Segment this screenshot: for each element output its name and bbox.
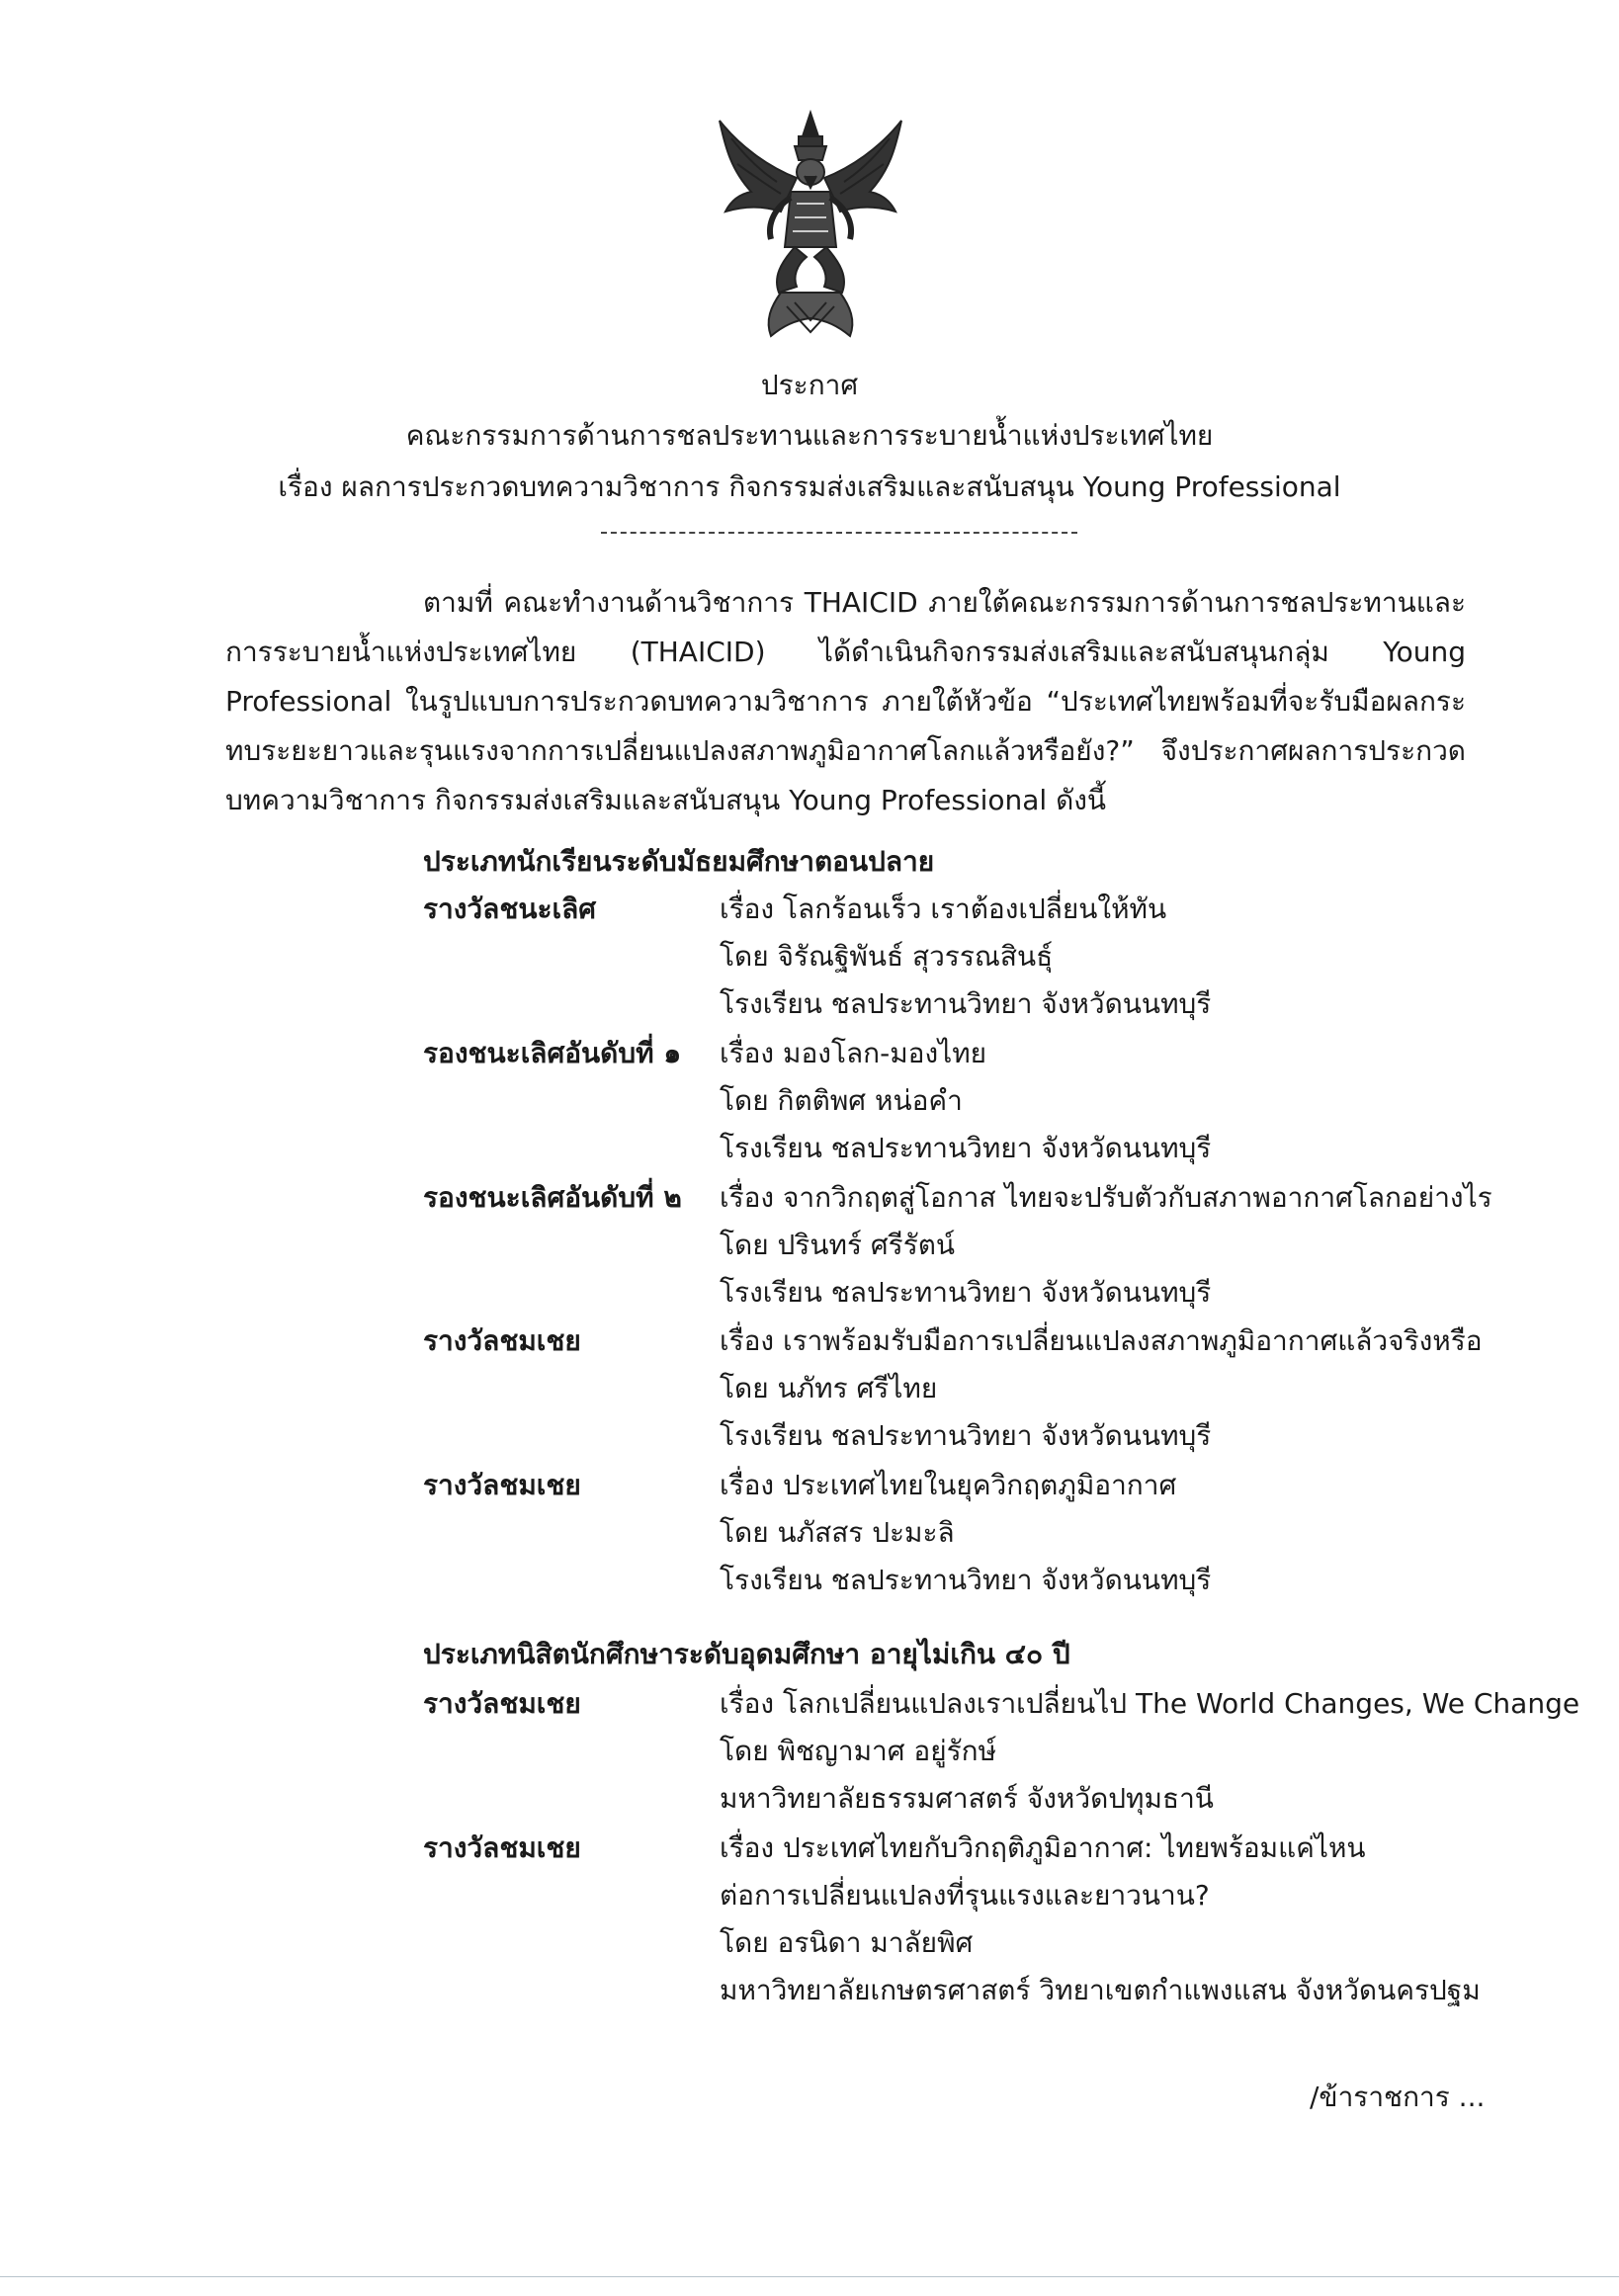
entry-author: โดย พิชญามาศ อยู่รักษ์: [720, 1735, 997, 1767]
award-label: รองชนะเลิศอันดับที่ ๑: [423, 1037, 682, 1069]
entry-author: โดย ปรินทร์ ศรีรัตน์: [720, 1229, 956, 1261]
entry-title: เรื่อง เราพร้อมรับมือการเปลี่ยนแปลงสภาพภูมิอากาศแล้วจริงหรือ: [720, 1324, 1483, 1357]
entry-author: โดย นภัสสร ปะมะลิ: [720, 1516, 955, 1549]
entry-title: เรื่อง โลกเปลี่ยนแปลงเราเปลี่ยนไป The World Changes, We Change: [720, 1687, 1580, 1720]
entry-title-continued: ต่อการเปลี่ยนแปลงที่รุนแรงและยาวนาน?: [720, 1879, 1210, 1912]
entry-title: เรื่อง จากวิกฤตสู่โอกาส ไทยจะปรับตัวกับสภาพอากาศโลกอย่างไร: [720, 1181, 1492, 1214]
award-label: รางวัลชนะเลิศ: [423, 893, 596, 925]
announcement-title: ประกาศ: [760, 369, 859, 401]
entry-institution: โรงเรียน ชลประทานวิทยา จังหวัดนนทบุรี: [720, 1564, 1212, 1596]
entry-author: โดย อรนิดา มาลัยพิศ: [720, 1926, 974, 1959]
entry-institution: โรงเรียน ชลประทานวิทยา จังหวัดนนทบุรี: [720, 987, 1212, 1020]
entry-institution: มหาวิทยาลัยเกษตรศาสตร์ วิทยาเขตกำแพงแสน จังหวัดนครปฐม: [720, 1974, 1481, 2006]
category-title: ประเภทนิสิตนักศึกษาระดับอุดมศึกษา อายุไม่เกิน ๔๐ ปี: [423, 1638, 1070, 1670]
award-label: รางวัลชมเชย: [423, 1469, 581, 1501]
entry-title: เรื่อง โลกร้อนเร็ว เราต้องเปลี่ยนให้ทัน: [720, 893, 1167, 925]
subject-line: เรื่อง ผลการประกวดบทความวิชาการ กิจกรรมส่งเสริมและสนับสนุน Young Professional: [278, 470, 1341, 503]
category-title: ประเภทนักเรียนระดับมัธยมศึกษาตอนปลาย: [423, 845, 935, 878]
award-label: รางวัลชมเชย: [423, 1324, 581, 1357]
dashed-divider: [601, 532, 1077, 534]
garuda-emblem-icon: [712, 109, 909, 341]
intro-paragraph: ตามที่ คณะทำงานด้านวิชาการ THAICID ภายใต้คณะกรรมการด้านการชลประทานและการระบายน้ำแห่งประเทศไทย (THAICID) ได้ดำเนินกิจกรรมส่งเสริมและสนับสนุนกลุ่ม Young Professional ในรูปแบบการประกวดบทความวิชาการ ภายใต้หัวข้อ “ประเทศไทยพร้อมที่จะรับมือผลกระทบระยะยาวและรุนแรงจากการเปลี่ยนแปลงสภาพภูมิอากาศโลกแล้วหรือยัง?” จึงประกาศผลการประกวดบทความวิชาการ กิจกรรมส่งเสริมและสนับสนุน Young Professional ดังนี้: [225, 586, 1466, 816]
award-label: รางวัลชมเชย: [423, 1687, 581, 1720]
award-label: รางวัลชมเชย: [423, 1831, 581, 1864]
issuer-name: คณะกรรมการด้านการชลประทานและการระบายน้ำแห่งประเทศไทย: [405, 419, 1214, 452]
entry-author: โดย นภัทร ศรีไทย: [720, 1372, 938, 1404]
entry-institution: โรงเรียน ชลประทานวิทยา จังหวัดนนทบุรี: [720, 1132, 1212, 1164]
entry-author: โดย จิรัณฐิพันธ์ สุวรรณสินธุ์: [720, 940, 1054, 973]
entry-institution: มหาวิทยาลัยธรรมศาสตร์ จังหวัดปทุมธานี: [720, 1782, 1214, 1815]
award-label: รองชนะเลิศอันดับที่ ๒: [423, 1181, 682, 1214]
entry-institution: โรงเรียน ชลประทานวิทยา จังหวัดนนทบุรี: [720, 1419, 1212, 1452]
continuation-marker: /ข้าราชการ ...: [1310, 2081, 1486, 2113]
entry-author: โดย กิตติพศ หน่อคำ: [720, 1084, 963, 1117]
entry-title: เรื่อง ประเทศไทยในยุควิกฤตภูมิอากาศ: [720, 1469, 1177, 1501]
page-bottom-rule: [0, 2276, 1619, 2277]
entry-title: เรื่อง มองโลก-มองไทย: [720, 1037, 987, 1069]
entry-title: เรื่อง ประเทศไทยกับวิกฤติภูมิอากาศ: ไทยพร้อมแค่ไหน: [720, 1831, 1366, 1864]
entry-institution: โรงเรียน ชลประทานวิทยา จังหวัดนนทบุรี: [720, 1276, 1212, 1309]
